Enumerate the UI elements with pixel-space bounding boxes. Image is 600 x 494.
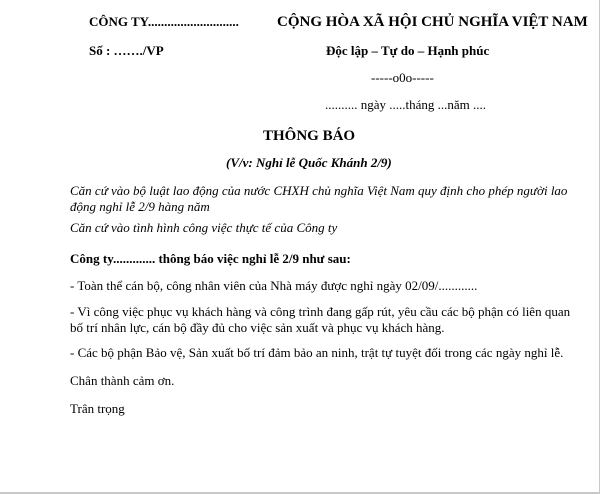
company-heading: CÔNG TY............................ <box>89 14 239 29</box>
national-motto: Độc lập – Tự do – Hạnh phúc <box>326 43 490 58</box>
notice-title: THÔNG BÁO <box>263 128 356 144</box>
announcement-line: Công ty............. thông báo việc nghỉ lễ 2/9 như sau: <box>70 251 351 266</box>
document-number: Số : ……./VP <box>89 43 164 58</box>
notice-item-1: - Toàn thể cán bộ, công nhân viên của Nhà máy được nghỉ ngày 02/09/............ <box>70 278 478 293</box>
notice-item-2: - Vì công việc phục vụ khách hàng và công trình đang gấp rút, yêu cầu các bộ phận có liên quan bố trí nhân lực, cán bộ đầy đủ cho việc sản xuất và phục vụ khách hàng. <box>70 304 571 335</box>
notice-subject: (V/v: Nghỉ lễ Quốc Khánh 2/9) <box>226 155 392 170</box>
closing-thanks: Chân thành cảm ơn. <box>70 373 175 388</box>
legal-basis-2: Căn cứ vào tình hình công việc thực tế của Công ty <box>70 220 338 235</box>
notice-item-3: - Các bộ phận Bảo vệ, Sản xuất bố trí đảm bảo an ninh, trật tự tuyệt đối trong các ngày nghỉ lễ. <box>70 345 564 360</box>
republic-heading: CỘNG HÒA XÃ HỘI CHỦ NGHĨA VIỆT NAM <box>277 14 588 30</box>
closing-regards: Trân trọng <box>70 401 125 416</box>
date-line: .......... ngày .....tháng ...năm .... <box>325 97 487 112</box>
ornament-divider: -----o0o----- <box>371 70 434 85</box>
legal-basis-1: Căn cứ vào bộ luật lao động của nước CHXH chủ nghĩa Việt Nam quy định cho phép người lao động nghỉ lễ 2/9 hàng năm <box>70 183 568 214</box>
